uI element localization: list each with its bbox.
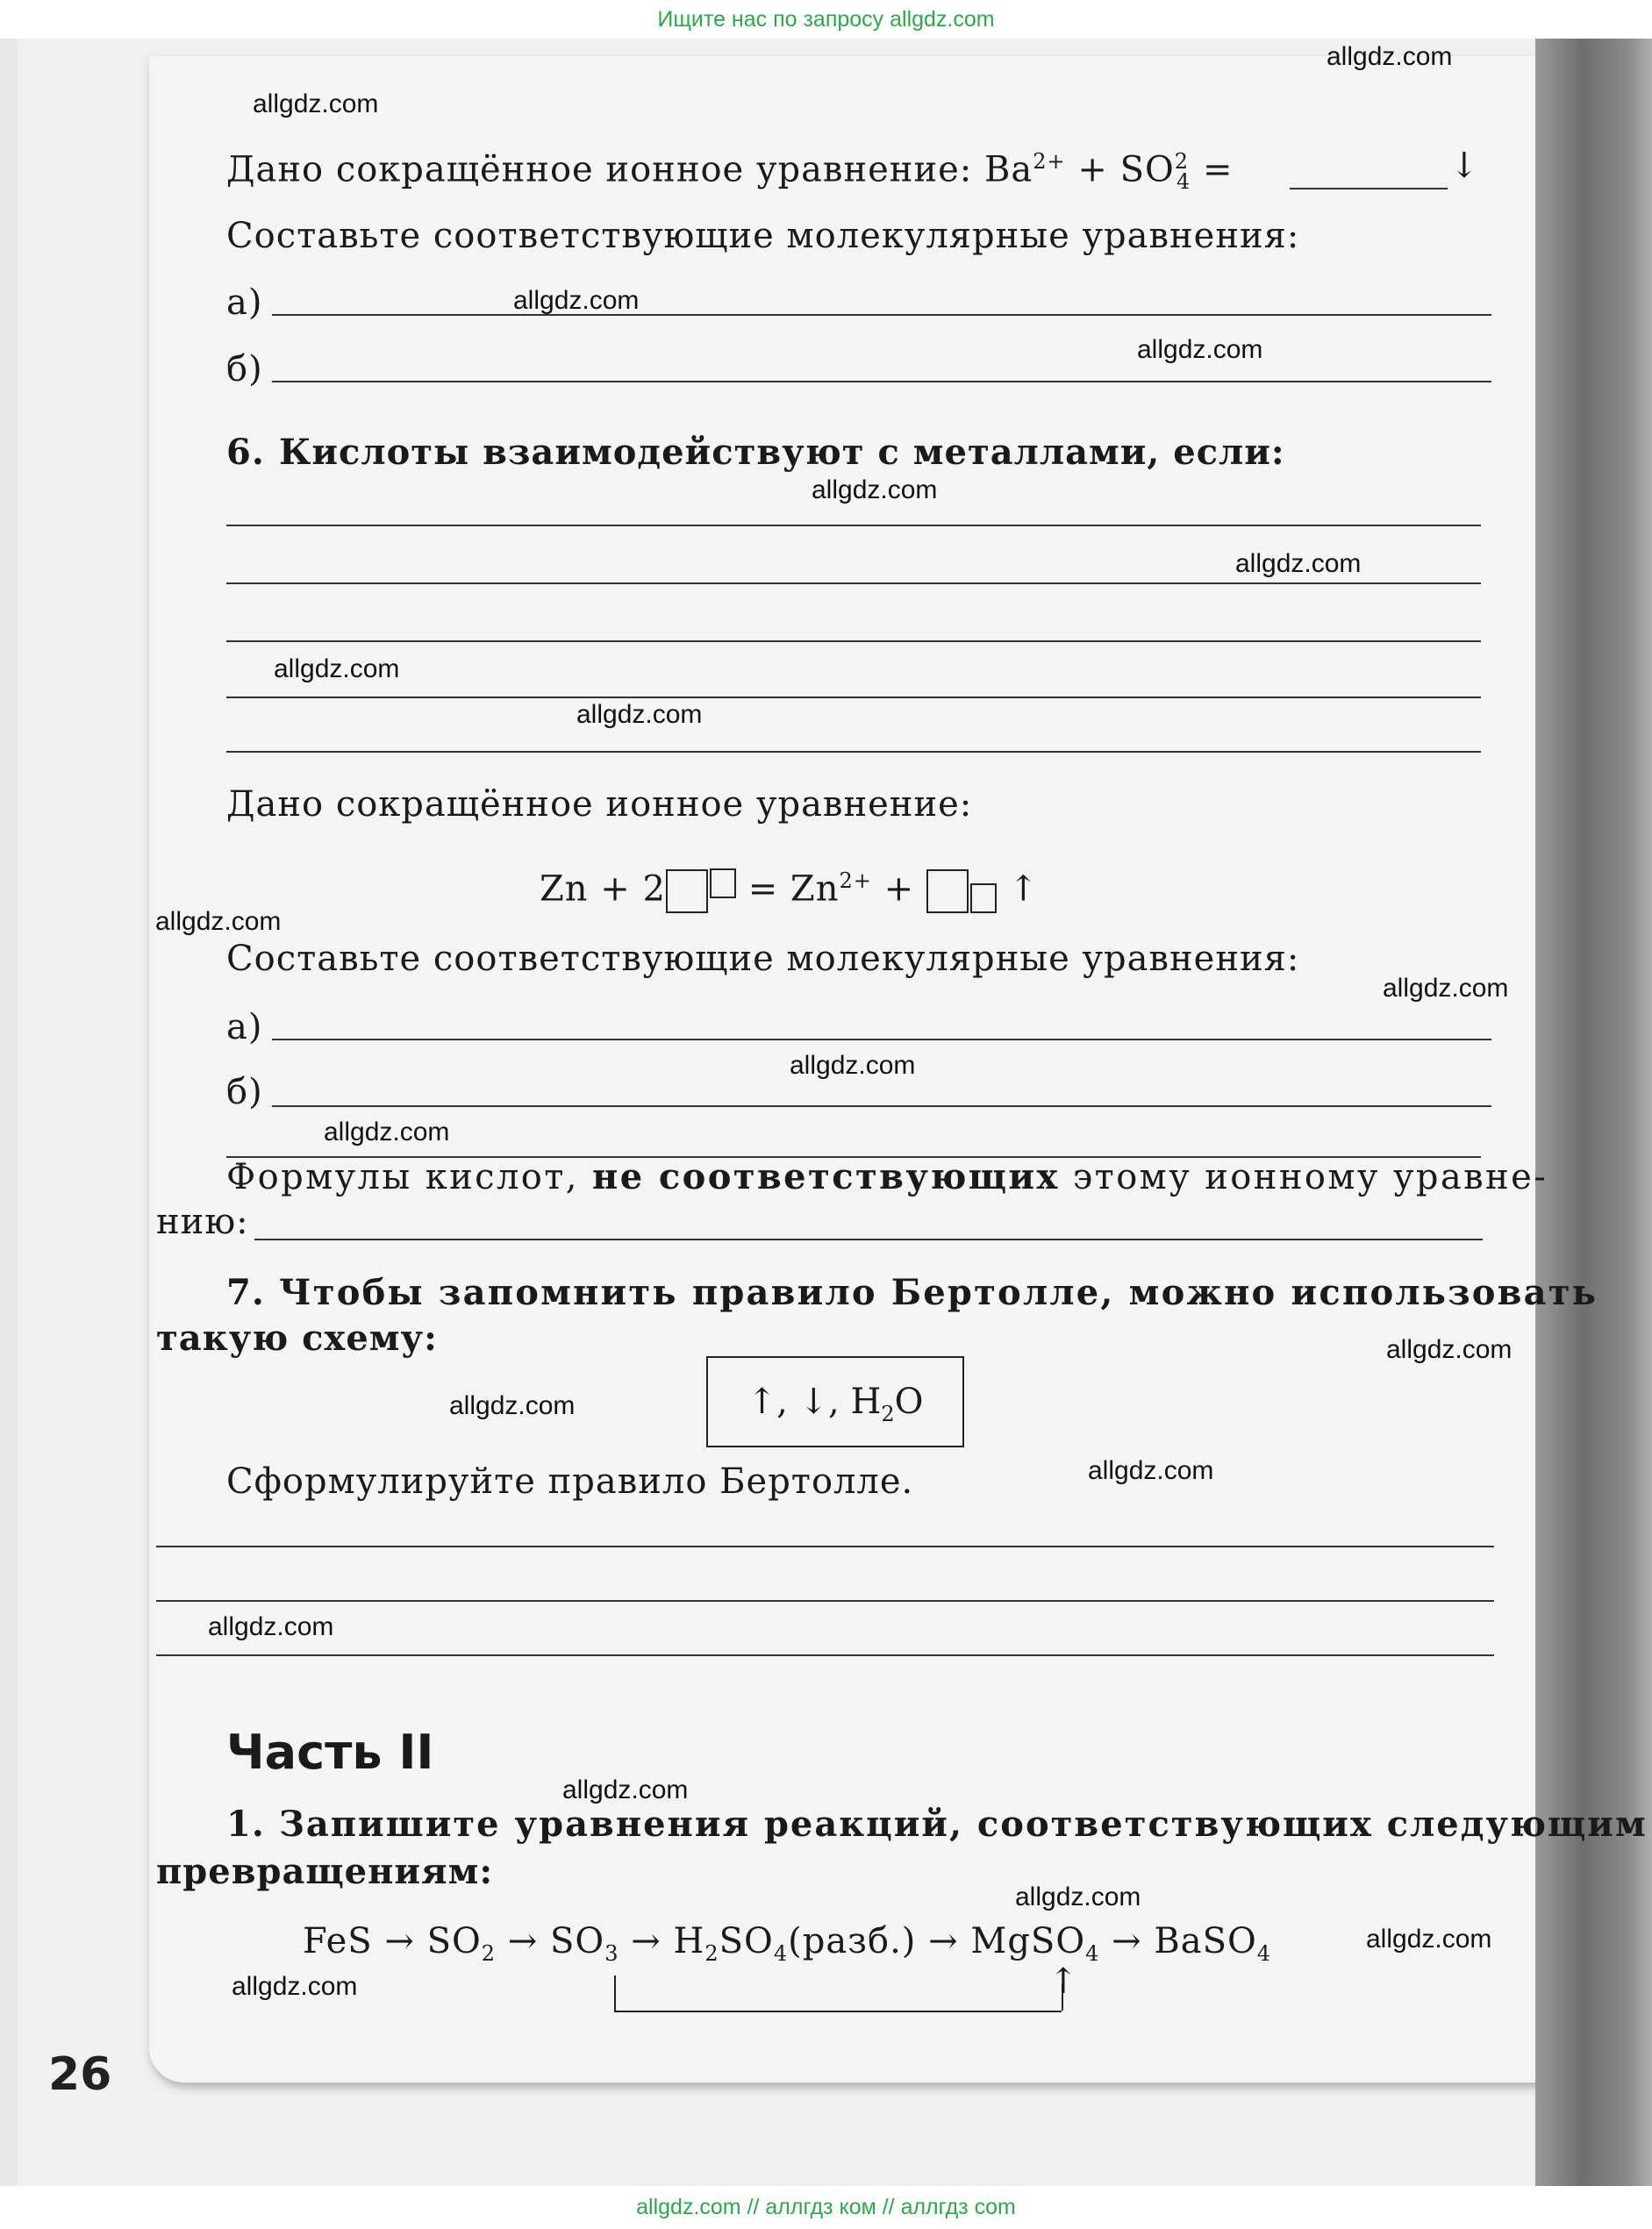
part-heading: Часть II [226,1725,434,1780]
option-a-label: а) [226,282,263,323]
blank-box[interactable] [926,869,969,913]
watermark: allgdz.com [1327,42,1453,71]
part2-task1-number: 1. [226,1804,265,1845]
answer-line[interactable] [156,1654,1494,1656]
watermark: allgdz.com [324,1118,450,1147]
branch-line [614,1975,616,2011]
watermark: allgdz.com [1088,1456,1214,1485]
transformation-chain: FeS → $SO_2 \to SO_3$ → $H_2SO_4(разб.)$ → MgSO$_4$ → BaSO$_4$ [303,1921,1272,1966]
option-a-label: а) [226,1007,263,1047]
option-b-label: б) [226,349,263,389]
watermark: allgdz.com [1015,1883,1141,1911]
task7-text-line2: такую схему: [156,1318,438,1359]
watermark: allgdz.com [1137,335,1263,364]
formulas-question-cont: нию: [156,1202,249,1242]
watermark: allgdz.com [1235,549,1362,578]
watermark: allgdz.com [449,1391,576,1420]
part2-task1-text-line1: Запишите уравнения реакций, соответствующих следующим [279,1804,1648,1845]
answer-line[interactable] [226,525,1481,526]
watermark: allgdz.com [562,1775,689,1804]
answer-line-b[interactable] [272,381,1491,382]
answer-line[interactable] [226,697,1481,698]
blank-box-small[interactable] [710,868,736,898]
formulas-question: Формулы кислот, не соответствующих этому ионному уравне- [226,1156,1548,1197]
watermark: allgdz.com [576,700,703,729]
answer-line[interactable] [226,751,1481,753]
option-b-label: б) [226,1072,263,1112]
watermark: allgdz.com [790,1051,916,1080]
book-spine [1535,39,1652,2186]
bottom-banner[interactable]: allgdz.com // аллгдз ком // аллгдз com [0,2186,1652,2229]
task6-text: Кислоты взаимодействуют с металлами, если: [279,432,1285,473]
task7-text-line1: Чтобы запомнить правило Бертолле, можно использовать [279,1272,1598,1313]
up-arrow-icon: ↑ [1048,1961,1079,2002]
task6b-intro: Дано сокращённое ионное уравнение: [226,784,973,825]
task7-number: 7. [226,1272,265,1313]
zn-equation: $Zn + 2 = Zn^{2+}$ + ↑ [540,868,1039,913]
down-arrow-icon: ↓ [1449,146,1480,186]
answer-line[interactable] [156,1600,1494,1602]
answer-line[interactable] [254,1239,1483,1240]
watermark: allgdz.com [1386,1335,1513,1364]
blank-box-small[interactable] [970,883,997,913]
part2-task1-text-line2: превращениям: [156,1851,494,1892]
watermark: allgdz.com [513,286,640,315]
answer-line[interactable] [226,640,1481,642]
blank-box[interactable] [666,869,708,913]
watermark: allgdz.com [155,907,282,936]
berthollet-scheme-box: ↑, ↓, $H_2O$ [706,1356,964,1447]
compose-instruction: Составьте соответствующие молекулярные уравнения: [226,216,1300,256]
branch-line [614,2011,1062,2012]
watermark: allgdz.com [1383,974,1509,1003]
answer-line-b[interactable] [272,1105,1491,1107]
watermark: allgdz.com [232,1972,358,2001]
watermark: allgdz.com [812,475,938,504]
watermark: allgdz.com [208,1612,334,1641]
watermark: allgdz.com [1366,1925,1492,1954]
page-number: 26 [48,2048,112,2101]
task6-number: 6. [226,432,265,473]
watermark: allgdz.com [253,89,379,118]
watermark: allgdz.com [274,654,400,683]
formulate-rule: Сформулируйте правило Бертолле. [226,1461,914,1502]
answer-line[interactable] [1290,188,1448,189]
answer-line[interactable] [226,582,1481,584]
answer-line-a[interactable] [272,314,1491,316]
compose-instruction: Составьте соответствующие молекулярные уравнения: [226,939,1300,979]
answer-line[interactable] [156,1546,1494,1547]
answer-line-a[interactable] [272,1039,1491,1040]
top-banner[interactable]: Ищите нас по запросу allgdz.com [0,0,1652,39]
task5-ionic-equation: Дано сокращённое ионное уравнение: $Ba^{2+} + SO^2_4$ = [226,149,1234,195]
